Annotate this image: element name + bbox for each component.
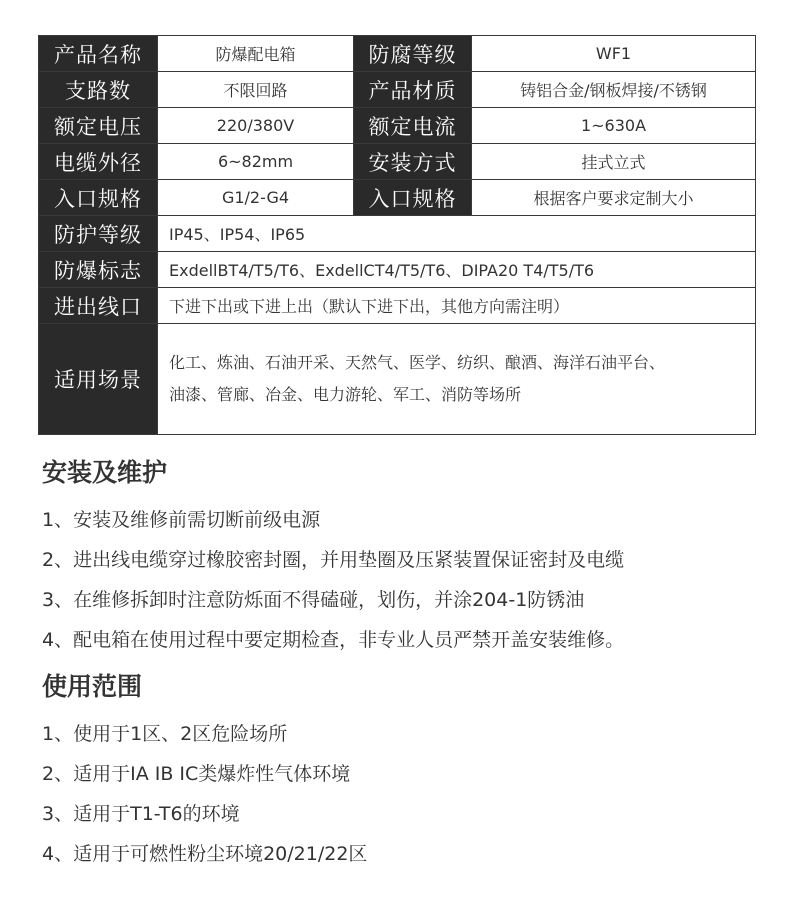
spec-key: 入口规格	[39, 180, 158, 216]
spec-key: 防护等级	[39, 216, 158, 252]
spec-table	[38, 35, 756, 435]
spec-row-inlet-spec	[39, 180, 756, 216]
list-item: 3、在维修拆卸时注意防烁面不得磕碰，划伤，并涂204-1防锈油	[42, 589, 585, 611]
spec-value-multiline	[158, 324, 756, 435]
spec-key: 电缆外径	[39, 144, 158, 180]
spec-value: 根据客户要求定制大小	[472, 180, 756, 216]
list-item: 3、适用于T1-T6的环境	[42, 803, 240, 825]
list-item: 2、适用于IA IB IC类爆炸性气体环境	[42, 763, 351, 785]
spec-value: 挂式立式	[472, 144, 756, 180]
section-title: 安装及维护	[42, 458, 168, 487]
spec-key: 入口规格	[354, 180, 472, 216]
list-item: 1、安装及维修前需切断前级电源	[42, 509, 321, 531]
spec-row-explosion-mark	[39, 252, 756, 288]
spec-value: 防爆配电箱	[158, 36, 354, 72]
usage-section	[42, 670, 762, 874]
spec-row-rated-voltage	[39, 108, 756, 144]
spec-key: 产品材质	[354, 72, 472, 108]
spec-row-cable-diameter	[39, 144, 756, 180]
list-item: 4、适用于可燃性粉尘环境20/21/22区	[42, 843, 368, 865]
spec-row-applications	[39, 324, 756, 435]
spec-value: ExdellBT4/T5/T6、ExdellCT4/T5/T6、DIPA20 T4/T5/T6	[158, 252, 756, 288]
spec-key: 防腐等级	[354, 36, 472, 72]
spec-key: 额定电压	[39, 108, 158, 144]
spec-row-product-name	[39, 36, 756, 72]
application-line: 油漆、管廊、冶金、电力游轮、军工、消防等场所	[169, 385, 522, 404]
spec-key: 产品名称	[39, 36, 158, 72]
spec-key: 适用场景	[39, 324, 158, 435]
spec-row-protection-level	[39, 216, 756, 252]
spec-key: 安装方式	[354, 144, 472, 180]
list-item: 4、配电箱在使用过程中要定期检查，非专业人员严禁开盖安装维修。	[42, 629, 625, 651]
spec-value: 下进下出或下进上出（默认下进下出，其他方向需注明）	[158, 288, 756, 324]
spec-value: WF1	[472, 36, 756, 72]
spec-value: 6~82mm	[158, 144, 354, 180]
spec-key: 支路数	[39, 72, 158, 108]
list-item: 1、使用于1区、2区危险场所	[42, 723, 288, 745]
spec-key: 防爆标志	[39, 252, 158, 288]
usage-list	[42, 714, 762, 874]
spec-value: IP45、IP54、IP65	[158, 216, 756, 252]
spec-value: G1/2-G4	[158, 180, 354, 216]
application-line: 化工、炼油、石油开采、天然气、医学、纺织、酿酒、海洋石油平台、	[169, 353, 666, 372]
spec-key: 进出线口	[39, 288, 158, 324]
spec-value: 220/380V	[158, 108, 354, 144]
spec-value: 不限回路	[158, 72, 354, 108]
installation-list	[42, 500, 762, 660]
spec-value: 铸铝合金/钢板焊接/不锈钢	[472, 72, 756, 108]
section-title: 使用范围	[42, 672, 143, 701]
list-item: 2、进出线电缆穿过橡胶密封圈，并用垫圈及压紧装置保证密封及电缆	[42, 549, 625, 571]
installation-section	[42, 456, 762, 660]
spec-row-branches	[39, 72, 756, 108]
spec-row-cable-entry	[39, 288, 756, 324]
spec-value: 1~630A	[472, 108, 756, 144]
spec-key: 额定电流	[354, 108, 472, 144]
